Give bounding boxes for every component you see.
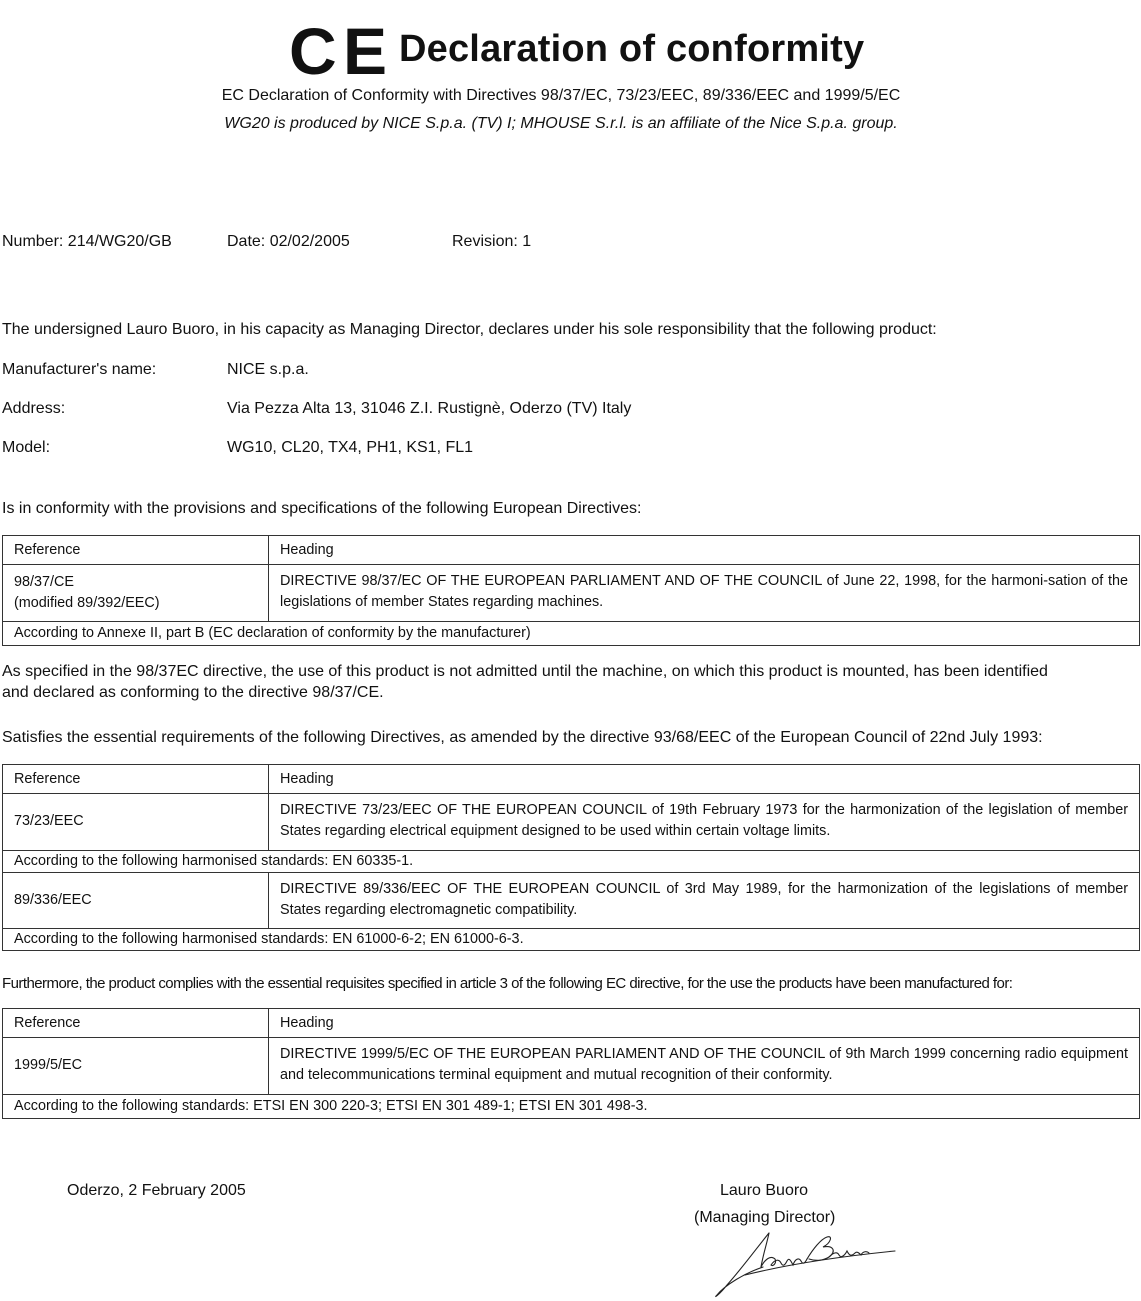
title-row (0, 18, 1141, 80)
directives-table-2 (2, 764, 1140, 951)
reference-line: 98/37/CE (14, 574, 75, 590)
table-row (3, 565, 1140, 622)
section3-intro: Furthermore, the product complies with the essential requisites specified in article 3 of the following EC directive, for the use the products have been manufactured for: (2, 975, 1013, 992)
reference-line: (modified 89/392/EEC) (14, 594, 160, 611)
table-row (3, 1038, 1140, 1095)
table-header-row (3, 765, 1140, 794)
section1-after-line2: and declared as conforming to the directive 98/37/CE. (2, 684, 384, 701)
header-heading: Heading (269, 536, 1140, 565)
document-revision: Revision: 1 (452, 233, 532, 250)
ce-mark-logo (289, 24, 389, 80)
document-subtitle: EC Declaration of Conformity with Directives 98/37/EC, 73/23/EEC, 89/336/EEC and 1999/5/EC (221, 87, 901, 104)
note-cell: According to Annexe II, part B (EC declaration of conformity by the manufacturer) (3, 621, 1140, 645)
header-reference: Reference (3, 765, 269, 794)
signatory-role: (Managing Director) (694, 1209, 836, 1226)
heading-cell: DIRECTIVE 73/23/EEC OF THE EUROPEAN COUNCIL of 19th February 1973 for the harmonization of the legislation of member States regarding electrical equipment designed to be used within certain voltage limits. (269, 794, 1140, 851)
declaration-intro: The undersigned Lauro Buoro, in his capacity as Managing Director, declares under his sole responsibility that the following product: (2, 321, 937, 338)
address-value: Via Pezza Alta 13, 31046 Z.I. Rustignè, Oderzo (TV) Italy (227, 400, 632, 417)
reference-cell: 1999/5/EC (3, 1038, 269, 1095)
manufacturer-value: NICE s.p.a. (227, 361, 309, 378)
document-title: Declaration of conformity (399, 28, 865, 70)
reference-cell: 73/23/EEC (3, 794, 269, 851)
signatory-name: Lauro Buoro (720, 1182, 809, 1199)
reference-cell (3, 565, 269, 622)
table-row (3, 794, 1140, 851)
heading-cell: DIRECTIVE 1999/5/EC OF THE EUROPEAN PARLIAMENT AND OF THE COUNCIL of 9th March 1999 concerning radio equipment and telecommunications terminal equipment and mutual recognition of their conformity. (269, 1038, 1140, 1095)
table-note-row (3, 929, 1140, 951)
header-heading: Heading (269, 1009, 1140, 1038)
section1-after-line1: As specified in the 98/37EC directive, the use of this product is not admitted until the machine, on which this product is mounted, has been identified (2, 663, 1048, 680)
note-cell: According to the following harmonised standards: EN 61000-6-2; EN 61000-6-3. (3, 929, 1140, 951)
manufacturer-label: Manufacturer's name: (2, 361, 157, 378)
table-row (3, 872, 1140, 929)
section1-intro: Is in conformity with the provisions and specifications of the following European Directives: (2, 500, 642, 517)
header-reference: Reference (3, 1009, 269, 1038)
table-note-row (3, 850, 1140, 872)
header-reference: Reference (3, 536, 269, 565)
table-note-row (3, 621, 1140, 645)
directives-table-3 (2, 1008, 1140, 1119)
header-heading: Heading (269, 765, 1140, 794)
heading-cell: DIRECTIVE 98/37/EC OF THE EUROPEAN PARLIAMENT AND OF THE COUNCIL of June 22, 1998, for the harmoni-sation of the legislations of member States regarding machines. (269, 565, 1140, 622)
note-cell: According to the following standards: ETSI EN 300 220-3; ETSI EN 301 489-1; ETSI EN 301 498-3. (3, 1094, 1140, 1118)
directives-table-1 (2, 535, 1140, 646)
producer-note: WG20 is produced by NICE S.p.a. (TV) I; MHOUSE S.r.l. is an affiliate of the Nice S.p.a. group. (224, 115, 898, 132)
table-header-row (3, 536, 1140, 565)
model-label: Model: (2, 439, 51, 456)
heading-cell: DIRECTIVE 89/336/EEC OF THE EUROPEAN COUNCIL of 3rd May 1989, for the harmonization of the legislations of member States regarding electromagnetic compatibility. (269, 872, 1140, 929)
note-cell: According to the following harmonised standards: EN 60335-1. (3, 850, 1140, 872)
ce-mark-text: CE (289, 24, 387, 80)
document-number: Number: 214/WG20/GB (2, 233, 172, 250)
signature-place-date: Oderzo, 2 February 2005 (67, 1182, 246, 1199)
document-date: Date: 02/02/2005 (227, 233, 350, 250)
handwritten-signature (705, 1225, 905, 1301)
reference-cell: 89/336/EEC (3, 872, 269, 929)
model-value: WG10, CL20, TX4, PH1, KS1, FL1 (227, 439, 474, 456)
address-label: Address: (2, 400, 66, 417)
section2-intro: Satisfies the essential requirements of the following Directives, as amended by the directive 93/68/EEC of the European Council of 22nd July 1993: (2, 729, 1043, 746)
table-header-row (3, 1009, 1140, 1038)
table-note-row (3, 1094, 1140, 1118)
